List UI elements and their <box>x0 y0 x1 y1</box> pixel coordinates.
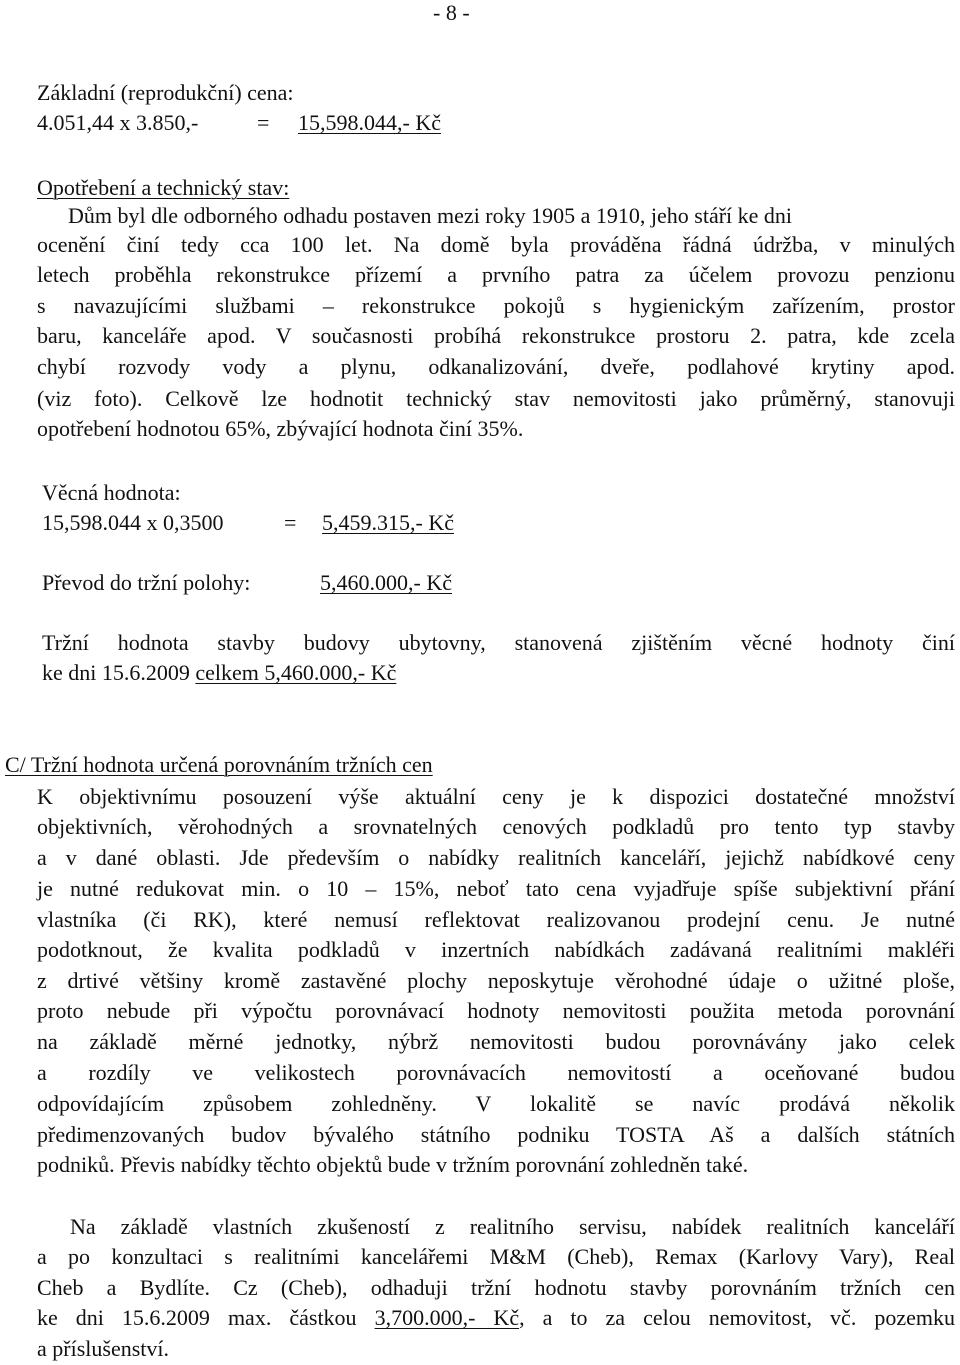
section-c-line-13: podniků. Převis nabídky těchto objektů bude v tržním porovnání zohledněn také. <box>37 1152 749 1177</box>
final-line-3: Cheb a Bydlíte. Cz (Cheb), odhaduji tržní hodnotu stavby porovnáním tržních cen <box>37 1275 955 1300</box>
final-line-4-prefix: ke dni 15.6.2009 max. částkou <box>37 1305 375 1330</box>
wear-line-2: ocenění činí tedy cca 100 let. Na domě byla prováděna řádná údržba, v minulých <box>37 232 955 257</box>
wear-line-7: (viz foto). Celkově lze hodnotit technický stav nemovitosti jako průměrný, stanovuji <box>37 386 955 411</box>
final-line-5: a příslušenství. <box>37 1336 169 1361</box>
section-c-line-1: K objektivnímu posouzení výše aktuální ceny je k dispozici dostatečné množství <box>37 784 955 809</box>
material-calc-left: 15,598.044 x 0,3500 <box>42 510 224 535</box>
wear-line-4: s navazujícími službami – rekonstrukce pokojů s hygienickým zařízením, prostor <box>37 293 955 318</box>
wear-line-6: chybí rozvody vody a plynu, odkanalizování, dveře, podlahové krytiny apod. <box>37 354 955 379</box>
cost-heading: Základní (reprodukční) cena: <box>37 80 294 105</box>
market-summary-date: ke dni 15.6.2009 <box>42 660 196 685</box>
final-line-1: Na základě vlastních zkušeností z realitního servisu, nabídek realitních kanceláří <box>70 1214 955 1239</box>
section-c-heading: C/ Tržní hodnota určená porovnáním tržních cen <box>5 752 433 777</box>
wear-line-5: baru, kanceláře apod. V současnosti probíhá rekonstrukce prostoru 2. patra, kde zcela <box>37 323 955 348</box>
market-summary-line-1: Tržní hodnota stavby budovy ubytovny, stanovená zjištěním věcné hodnoty činí <box>42 630 955 655</box>
section-c-line-5: vlastníka (či RK), které nemusí reflektovat realizovanou prodejní cenu. Je nutné <box>37 907 955 932</box>
section-c-line-10: a rozdíly ve velikostech porovnávacích nemovitostí a oceňované budou <box>37 1060 955 1085</box>
material-equals: = <box>284 510 297 535</box>
section-c-line-12: předimenzovaných budov bývalého státního podniku TOSTA Aš a dalších státních <box>37 1122 955 1147</box>
section-c-line-4: je nutné redukovat min. o 10 – 15%, neboť tato cena vyjadřuje spíše subjektivní přání <box>37 876 955 901</box>
market-summary-line-2 <box>42 660 396 686</box>
final-line-4-suffix: , a to za celou nemovitost, vč. pozemku <box>519 1305 955 1330</box>
material-result: 5,459.315,- Kč <box>322 510 454 535</box>
section-c-line-2: objektivních, věrohodných a srovnatelných cenových podkladů pro tento typ stavby <box>37 814 955 839</box>
wear-line-1: Dům byl dle odborného odhadu postaven mezi roky 1905 a 1910, jeho stáří ke dni <box>68 203 793 228</box>
market-transfer-value: 5,460.000,- Kč <box>320 570 452 595</box>
cost-result: 15,598.044,- Kč <box>298 110 441 135</box>
section-c-line-8: proto nebude při výpočtu porovnávací hodnoty nemovitosti použita metoda porovnání <box>37 998 955 1023</box>
cost-equals: = <box>257 110 270 135</box>
final-line-2: a po konzultaci s realitními kancelářemi M&M (Cheb), Remax (Karlovy Vary), Real <box>37 1244 955 1269</box>
wear-line-3: letech proběhla rekonstrukce přízemí a prvního patra za účelem provozu penzionu <box>37 262 955 287</box>
final-line-4 <box>37 1305 955 1331</box>
section-c-line-7: z drtivé většiny kromě zastavěné plochy neposkytuje věrohodné údaje o užitné ploše, <box>37 968 955 993</box>
market-transfer-label: Převod do tržní polohy: <box>42 570 251 595</box>
page-number: - 8 - <box>433 0 470 25</box>
cost-calc-left: 4.051,44 x 3.850,- <box>37 110 199 135</box>
wear-heading: Opotřebení a technický stav: <box>37 175 290 200</box>
final-amount: 3,700.000,- Kč <box>374 1305 520 1330</box>
section-c-line-11: odpovídajícím způsobem zohledněny. V lokalitě se navíc prodává několik <box>37 1091 955 1116</box>
wear-line-8: opotřebení hodnotou 65%, zbývající hodnota činí 35%. <box>37 416 524 441</box>
material-value-heading: Věcná hodnota: <box>42 480 181 505</box>
market-summary-total: celkem 5,460.000,- Kč <box>195 660 397 685</box>
section-c-line-3: a v dané oblasti. Jde především o nabídky realitních kanceláří, jejichž nabídkové ceny <box>37 845 955 870</box>
section-c-line-9: na základě měrné jednotky, nýbrž nemovitosti budou porovnávány jako celek <box>37 1029 955 1054</box>
section-c-line-6: podotknout, že kvalita podkladů v inzertních nabídkách zadávaná realitními makléři <box>37 937 955 962</box>
